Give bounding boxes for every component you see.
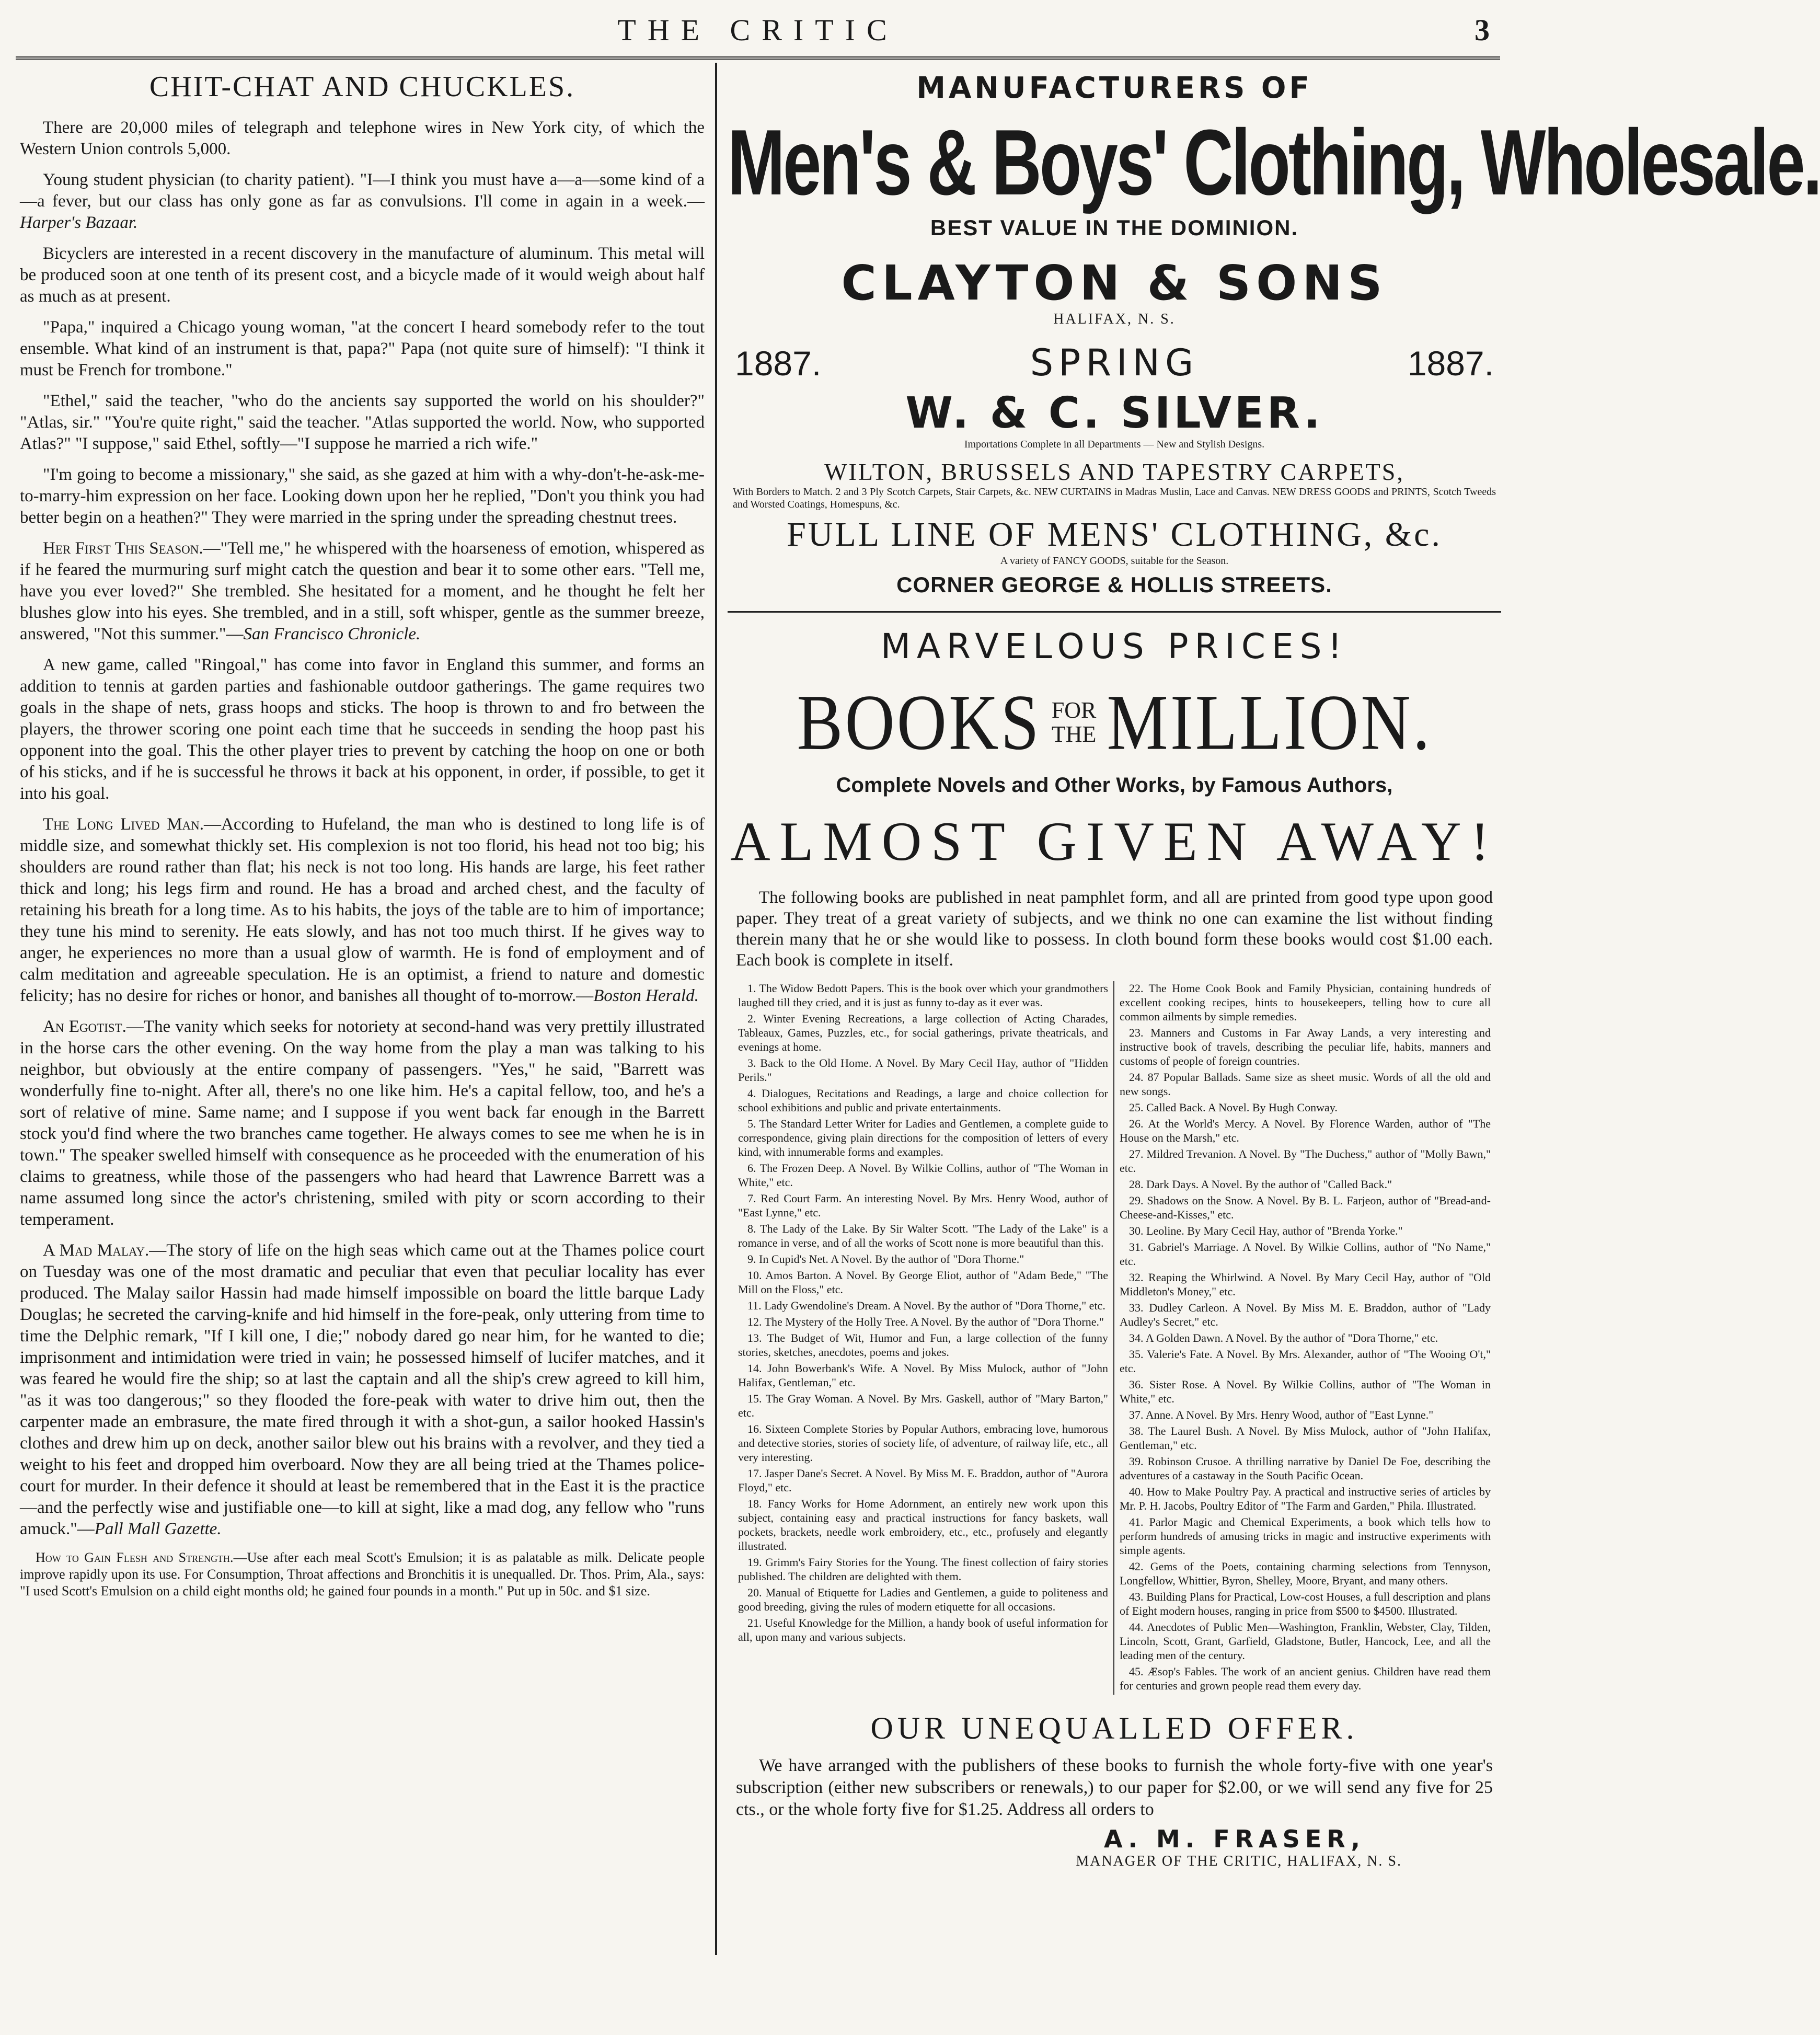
book-list-item: 26. At the World's Mercy. A Novel. By Florence Warden, author of "The House on the Marsh," etc. bbox=[1120, 1117, 1491, 1144]
book-list-item: 39. Robinson Crusoe. A thrilling narrative by Daniel De Foe, describing the adventures of a castaway in the South Pacific Ocean. bbox=[1120, 1455, 1491, 1482]
clothing-ad-firm: CLAYTON & SONS bbox=[841, 255, 1388, 311]
offer-heading: OUR UNEQUALLED OFFER. bbox=[870, 1711, 1358, 1745]
paragraph-text: —The vanity which seeks for notoriety at second-hand was very prettily illustrated in the horse cars the other evening. On the way home from the play a man was talking to his neighbor, but obviously at the entire company of passengers. "Yes," he said, "Barrett was wonderfully fine to-night. After all, there's no one like him. He's a capital fellow, too, and he's a sort of relative of mine. Same name; and I suppose if you went back far enough in the Barrett stock you'd find where the two branches came together. He always comes to see me when he is in town." The speaker swelled himself with consequence as he proceeded with the enumeration of his claims to greatness, while those of the passengers who had heard that Lawrence Barrett was a name assumed long since the actor's christening, smiled with pity or scorn according to their temperament. bbox=[20, 1017, 705, 1229]
paragraph-text: Bicyclers are interested in a recent discovery in the manufacture of aluminum. This metal will be produced soon at one tenth of its present cost, and a bicycle made of it would weigh about half as much as at present. bbox=[20, 244, 705, 306]
book-list-item: 1. The Widow Bedott Papers. This is the book over which your grandmothers laughed till they cried, and it is just as funny to-day as it ever was. bbox=[738, 982, 1108, 1009]
paragraph-lead: A Mad Malay. bbox=[43, 1241, 149, 1260]
year-right: 1887. bbox=[1407, 344, 1494, 383]
book-list-item: 45. Æsop's Fables. The work of an ancient genius. Children have read them for centuries and grown people read them every day. bbox=[1120, 1665, 1491, 1692]
book-list-item: 20. Manual of Etiquette for Ladies and Gentlemen, a guide to politeness and good breeding, giving the rules of modern etiquette for all occasions. bbox=[738, 1586, 1108, 1613]
paragraph-source: San Francisco Chronicle. bbox=[243, 625, 421, 643]
paragraph-text: —According to Hufeland, the man who is destined to long life is of middle size, and somewhat thickly set. His complexion is not too florid, his head not too big; his shoulders are round rather than flat; his neck is not too long. His hands are large, his feet rather thick and long; his legs firm and round. He has a broad and arched chest, and the faculty of retaining his breath for a long time. As to his habits, the joys of the table are to him of importance; they tune his mind to serenity. He eats slowly, and has not too much thirst. If he gives way to anger, he experiences no more than a usual glow of warmth. He is fond of employment and of calm meditation and agreeable speculation. He is an optimist, a friend to nature and domestic felicity; has no desire for riches or honor, and banishes all thought of to-morrow.— bbox=[20, 815, 705, 1005]
paragraph-text: A new game, called "Ringoal," has come into favor in England this summer, and forms an addition to tennis at garden parties and fashionable outdoor gatherings. The game requires two goals in the shape of nets, grass hoops and sticks. The hoop is thrown to and fro between the players, the thrower scoring one point each time that he succeeds in sending the hoop past his opponent into the goal. This the other player tries to prevent by catching the hoop on one or both of his sticks, and if he is successful he throws it back at his opponent, in order, if possible, to get it into his goal. bbox=[20, 656, 705, 803]
article-paragraph bbox=[20, 538, 705, 645]
book-list-item: 4. Dialogues, Recitations and Readings, a large and choice collection for school exhibitions and public and private entertainments. bbox=[738, 1087, 1108, 1114]
book-list-item: 12. The Mystery of the Holly Tree. A Novel. By the author of "Dora Thorne." bbox=[747, 1315, 1104, 1328]
book-list-item: 16. Sixteen Complete Stories by Popular Authors, embracing love, humorous and detective stories, stories of society life, of adventure, of railway life, etc., all very interesting. bbox=[738, 1422, 1108, 1464]
silver-firm: W. & C. SILVER. bbox=[905, 388, 1323, 438]
clothing-ad-line1: MANUFACTURERS OF bbox=[916, 71, 1312, 105]
book-list-item: 24. 87 Popular Ballads. Same size as sheet music. Words of all the old and new songs. bbox=[1120, 1071, 1491, 1098]
book-list-item: 23. Manners and Customs in Far Away Lands, a very interesting and instructive book of travels, describing the peculiar life, habits, manners and customs of people of foreign countries. bbox=[1120, 1026, 1491, 1067]
book-list-item: 9. In Cupid's Net. A Novel. By the author of "Dora Thorne." bbox=[747, 1252, 1024, 1266]
books-intro: The following books are published in neat pamphlet form, and all are printed from good type upon good paper. They treat of a great variety of subjects, and we think no one can examine the list without finding therein many that he or she would like to possess. In cloth bound form these books would cost $1.00 each. Each book is complete in itself. bbox=[736, 888, 1493, 970]
book-list-item: 36. Sister Rose. A Novel. By Wilkie Collins, author of "The Woman in White," etc. bbox=[1120, 1378, 1491, 1405]
book-list-item: 17. Jasper Dane's Secret. A Novel. By Miss M. E. Braddon, author of "Aurora Floyd," etc. bbox=[738, 1467, 1108, 1494]
article-paragraph bbox=[20, 1240, 705, 1540]
book-list-item: 33. Dudley Carleon. A Novel. By Miss M. E. Braddon, author of "Lady Audley's Secret," etc. bbox=[1120, 1301, 1491, 1328]
paragraph-source: Pall Mall Gazette. bbox=[94, 1520, 222, 1538]
for-word: FOR bbox=[1051, 697, 1097, 723]
book-list-right bbox=[1114, 981, 1496, 1695]
book-list-item: 32. Reaping the Whirlwind. A Novel. By Mary Cecil Hay, author of "Old Middleton's Money," etc. bbox=[1120, 1271, 1491, 1298]
full-line-clothing: FULL LINE OF MENS' CLOTHING, &c. bbox=[787, 515, 1442, 554]
right-column bbox=[728, 67, 1820, 1870]
paragraph-text: There are 20,000 miles of telegraph and telephone wires in New York city, of which the Western Union controls 5,000. bbox=[20, 118, 705, 158]
signature-title: MANAGER OF THE CRITIC, HALIFAX, N. S. bbox=[1076, 1853, 1402, 1869]
book-list-item: 2. Winter Evening Recreations, a large collection of Acting Charades, Tableaux, Games, Puzzles, etc., for social gatherings, private theatricals, and evenings at home. bbox=[738, 1012, 1108, 1053]
newspaper-title: THE CRITIC bbox=[617, 13, 899, 47]
book-list-item: 44. Anecdotes of Public Men—Washington, Franklin, Webster, Clay, Tilden, Lincoln, Scott, Grant, Garfield, Gladstone, Butler, Hancock, Lee, and all the leading men of the century. bbox=[1120, 1620, 1491, 1662]
book-list-item: 40. How to Make Poultry Pay. A practical and instructive series of articles by Mr. P. H. Jacobs, Poultry Editor of "The Farm and Garden," Phila. Illustrated. bbox=[1120, 1485, 1491, 1512]
article-paragraph bbox=[20, 464, 705, 528]
book-list-item: 27. Mildred Trevanion. A Novel. By "The Duchess," author of "Molly Bawn," etc. bbox=[1120, 1147, 1491, 1175]
book-list-item: 38. The Laurel Bush. A Novel. By Miss Mulock, author of "John Halifax, Gentleman," etc. bbox=[1120, 1424, 1491, 1452]
book-list-item: 37. Anne. A Novel. By Mrs. Henry Wood, author of "East Lynne." bbox=[1129, 1408, 1434, 1421]
paragraph-lead: Her First This Season. bbox=[43, 539, 203, 558]
clothing-advert bbox=[728, 71, 1820, 328]
left-column bbox=[20, 67, 705, 1609]
book-list bbox=[733, 981, 1496, 1695]
advert-divider bbox=[728, 611, 1501, 613]
carpets-line: WILTON, BRUSSELS AND TAPESTRY CARPETS, bbox=[824, 458, 1404, 485]
book-list-item: 25. Called Back. A Novel. By Hugh Conway. bbox=[1129, 1101, 1338, 1114]
book-list-item: 10. Amos Barton. A Novel. By George Eliot, author of "Adam Bede," "The Mill on the Floss," etc. bbox=[738, 1269, 1108, 1296]
book-list-item: 15. The Gray Woman. A Novel. By Mrs. Gaskell, author of "Mary Barton," etc. bbox=[738, 1392, 1108, 1419]
article-paragraph bbox=[20, 1016, 705, 1231]
paragraph-text: —The story of life on the high seas which came out at the Thames police court on Tuesday was one of the most dramatic and peculiar that even that peculiar locality has ever produced. The Malay sailor Hassin had made himself impossible on board the little barque Lady Douglas; he secreted the carving-knife and hid himself in the fore-peak, only uttering from time to time the Delphic remark, "If I kill one, I die;" nobody dared go near him, for he wanted to die; imprisonment and intimidation were tried in vain; he possessed himself of lucifer matches, and it was feared he would fire the ship; so at last the captain and all the ship's crew agreed to kill him, "as it was too dangerous;" so they flooded the fore-peak with water to drive him out, then the carpenter made an embrasure, the mate fired through it with a shot-gun, a sailor hooked Hassin's clothes and drew him up on deck, another sailor blew out his brains with a revolver, and they tied a weight to his feet and dropped him overboard. Now they are all being tried at the Thames police-court for murder. In their defence it should at least be remembered that in the East it is the practice—and the perfectly wise and justifiable one—to kill at sight, like a mad dog, any fellow who "runs amuck."— bbox=[20, 1241, 705, 1538]
signature-name: A. M. FRASER, bbox=[1104, 1825, 1365, 1853]
footnote-lead: How to Gain Flesh and Strength. bbox=[36, 1550, 234, 1565]
corner-address: CORNER GEORGE & HOLLIS STREETS. bbox=[896, 572, 1332, 597]
carpets-detail: With Borders to Match. 2 and 3 Ply Scotch Carpets, Stair Carpets, &c. NEW CURTAINS in Madras Muslin, Lace and Canvas. NEW DRESS GOODS and PRINTS, Scotch Tweeds and Worsted Coatings, Homespuns, &c. bbox=[733, 486, 1496, 510]
book-list-item: 14. John Bowerbank's Wife. A Novel. By Miss Mulock, author of "John Halifax, Gentleman," etc. bbox=[738, 1362, 1108, 1389]
book-list-item: 43. Building Plans for Practical, Low-cost Houses, a full description and plans of Eight modern houses, ranging in price from $500 to $4500. Illustrated. bbox=[1120, 1590, 1491, 1617]
season-label: SPRING bbox=[1030, 341, 1199, 384]
paragraph-text: "Papa," inquired a Chicago young woman, "at the concert I heard somebody refer to the tout ensemble. What kind of an instrument is that, papa?" Papa (not quite sure of himself): "I think it must be French for trombone." bbox=[20, 318, 705, 380]
paragraph-text: Young student physician (to charity patient). "I—I think you must have a—a—some kind of a—a fever, but our class has only gone as far as convulsions. I'll come in again in a week.— bbox=[20, 170, 705, 211]
for-the-stack bbox=[1052, 698, 1097, 746]
article-paragraph bbox=[20, 390, 705, 455]
paragraph-text: —"Tell me," he whispered with the hoarseness of emotion, whispered as if he feared the murmuring surf might catch the question and bear it to some other ears. "Tell me, have you ever loved?" She trembled. She hesitated for a moment, and he thought he felt her blushes glow into his eyes. She trembled, and in a still, soft whisper, gentle as the summer breeze, answered, "Not this summer."— bbox=[20, 539, 705, 643]
book-list-item: 3. Back to the Old Home. A Novel. By Mary Cecil Hay, author of "Hidden Perils." bbox=[738, 1056, 1108, 1084]
year-left: 1887. bbox=[735, 344, 822, 383]
book-list-item: 7. Red Court Farm. An interesting Novel. By Mrs. Henry Wood, author of "East Lynne," etc. bbox=[738, 1192, 1108, 1219]
masthead-rule bbox=[16, 56, 1500, 60]
article-paragraph bbox=[20, 814, 705, 1007]
paragraph-source: Harper's Bazaar. bbox=[20, 213, 138, 232]
book-list-item: 41. Parlor Magic and Chemical Experiments, a book which tells how to perform hundreds of amusing tricks in magic and instructive experiments with simple agents. bbox=[1120, 1515, 1491, 1557]
book-list-item: 11. Lady Gwendoline's Dream. A Novel. By the author of "Dora Thorne," etc. bbox=[747, 1299, 1105, 1312]
paragraph-source: Boston Herald. bbox=[593, 986, 699, 1005]
book-list-item: 13. The Budget of Wit, Humor and Fun, a large collection of the funny stories, sketches, anecdotes, poems and jokes. bbox=[738, 1331, 1108, 1359]
book-list-item: 22. The Home Cook Book and Family Physician, containing hundreds of excellent cooking recipes, hints to housekeepers, telling how to cure all common ailments by simple remedies. bbox=[1120, 982, 1491, 1023]
section-heading: CHIT-CHAT AND CHUCKLES. bbox=[149, 71, 575, 103]
almost-given-away: ALMOST GIVEN AWAY! bbox=[730, 811, 1499, 872]
importations-line: Importations Complete in all Departments — New and Stylish Designs. bbox=[964, 439, 1265, 450]
books-advert bbox=[728, 626, 1501, 1870]
page-number: 3 bbox=[1475, 13, 1490, 47]
book-list-item: 31. Gabriel's Marriage. A Novel. By Wilkie Collins, author of "No Name," etc. bbox=[1120, 1240, 1491, 1268]
books-headline bbox=[728, 677, 1501, 767]
fancy-goods-line: A variety of FANCY GOODS, suitable for the Season. bbox=[1000, 555, 1229, 567]
paragraph-text: "Ethel," said the teacher, "who do the ancients say supported the world on his shoulder?" "Atlas, sir." "You're quite right," said the teacher. "Atlas supported the world. Now, who supported Atlas?" "I suppose," said Ethel, softly—"I suppose he married a rich wife." bbox=[20, 392, 705, 453]
footnote-advert bbox=[20, 1549, 705, 1600]
the-word: THE bbox=[1051, 721, 1097, 747]
book-list-item: 30. Leoline. By Mary Cecil Hay, author of "Brenda Yorke." bbox=[1129, 1224, 1403, 1237]
article-paragraph bbox=[20, 243, 705, 307]
million-word: MILLION. bbox=[1107, 677, 1432, 767]
masthead bbox=[21, 9, 1495, 58]
article-list bbox=[20, 117, 705, 1540]
book-list-item: 28. Dark Days. A Novel. By the author of "Called Back." bbox=[1129, 1178, 1392, 1191]
article-paragraph bbox=[20, 169, 705, 234]
book-list-item: 42. Gems of the Poets, containing charming selections from Tennyson, Longfellow, Whittier, Byron, Shelley, Moore, Bryant, and many others. bbox=[1120, 1560, 1491, 1587]
book-list-item: 18. Fancy Works for Home Adornment, an entirely new work upon this subject, containing easy and practical instructions for fancy baskets, wall pockets, brackets, needle work embroidery, etc., etc., profusely and elegantly illustrated. bbox=[738, 1497, 1108, 1553]
book-list-item: 34. A Golden Dawn. A Novel. By the author of "Dora Thorne," etc. bbox=[1129, 1331, 1438, 1344]
footnote-text: —Use after each meal Scott's Emulsion; it is as palatable as milk. Delicate people improve rapidly upon its use. For Consumption, Throat affections and Bronchitis it is unequalled. Dr. Thos. Prim, Ala., says: "I used Scott's Emulsion on a child eight months old; he gained four pounds in a month." Put up in 50c. and $1 size. bbox=[20, 1550, 705, 1599]
book-list-item: 19. Grimm's Fairy Stories for the Young. The finest collection of fairy stories published. The children are delighted with them. bbox=[738, 1556, 1108, 1583]
column-divider bbox=[715, 63, 717, 1955]
paragraph-text: "I'm going to become a missionary," she said, as she gazed at him with a why-don't-he-ask-me-to-marry-him expression on her face. Looking down upon her he replied, "Don't you think you had better begin on a heathen?" They were married in the spring under the spreading chestnut trees. bbox=[20, 465, 705, 527]
clothing-ad-place: HALIFAX, N. S. bbox=[1053, 311, 1176, 327]
clothing-ad-tagline: BEST VALUE IN THE DOMINION. bbox=[930, 215, 1299, 240]
book-list-item: 21. Useful Knowledge for the Million, a handy book of useful information for all, upon many and various subjects. bbox=[738, 1616, 1108, 1643]
offer-text: We have arranged with the publishers of these books to furnish the whole forty-five with one year's subscription (either new subscribers or renewals,) to our paper for $2.00, or we will send any five for 25 cts., or the whole forty five for $1.25. Address all orders to bbox=[736, 1756, 1493, 1819]
clothing-ad-headline: Men's & Boys' Clothing, Wholesale. bbox=[728, 110, 1820, 214]
book-list-item: 35. Valerie's Fate. A Novel. By Mrs. Alexander, author of "The Wooing O't," etc. bbox=[1120, 1348, 1491, 1375]
paragraph-lead: An Egotist. bbox=[43, 1017, 126, 1036]
silver-advert bbox=[728, 341, 1501, 597]
article-paragraph bbox=[20, 317, 705, 381]
complete-novels-line: Complete Novels and Other Works, by Famous Authors, bbox=[836, 774, 1393, 797]
paragraph-lead: The Long Lived Man. bbox=[43, 815, 204, 834]
book-list-item: 5. The Standard Letter Writer for Ladies and Gentlemen, a complete guide to correspondence, giving plain directions for the composition of letters of every kind, with innumerable forms and examples. bbox=[738, 1117, 1108, 1158]
book-list-item: 8. The Lady of the Lake. By Sir Walter Scott. "The Lady of the Lake" is a romance in verse, and of all the works of Scott none is more beautiful than this. bbox=[738, 1222, 1108, 1249]
article-paragraph bbox=[20, 654, 705, 804]
book-list-item: 29. Shadows on the Snow. A Novel. By B. L. Farjeon, author of "Bread-and-Cheese-and-Kisses," etc. bbox=[1120, 1194, 1491, 1221]
book-list-item: 6. The Frozen Deep. A Novel. By Wilkie Collins, author of "The Woman in White," etc. bbox=[738, 1162, 1108, 1189]
book-list-left bbox=[733, 981, 1114, 1695]
article-paragraph bbox=[20, 117, 705, 160]
books-word: BOOKS bbox=[797, 677, 1041, 767]
spring-row bbox=[728, 341, 1501, 384]
marvelous-prices: MARVELOUS PRICES! bbox=[880, 626, 1348, 666]
